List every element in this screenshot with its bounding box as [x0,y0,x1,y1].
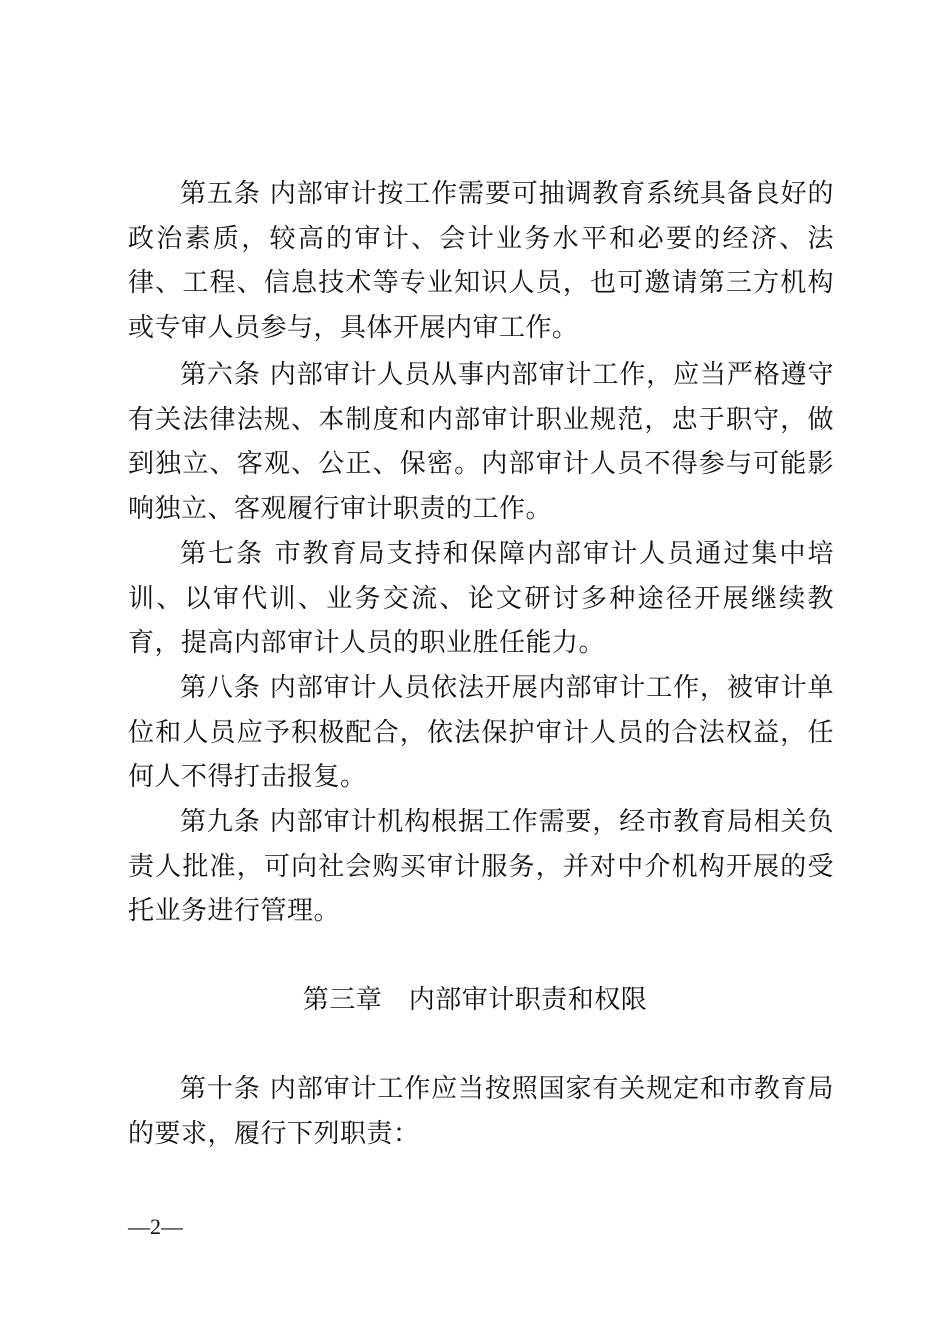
article-7: 第七条 市教育局支持和保障内部审计人员通过集中培训、以审代训、业务交流、论文研讨多种途径开展继续教育，提高内部审计人员的职业胜任能力。 [128,539,834,658]
article-5: 第五条 内部审计按工作需要可抽调教育系统具备良好的政治素质，较高的审计、会计业务水平和必要的经济、法律、工程、信息技术等专业知识人员，也可邀请第三方机构或专审人员参与，具体开展内审工作。 [128,179,834,343]
article-8: 第八条 内部审计人员依法开展内部审计工作，被审计单位和人员应予积极配合，依法保护审计人员的合法权益，任何人不得打击报复。 [128,673,834,792]
page-number: —2— [128,1214,183,1239]
article-10: 第十条 内部审计工作应当按照国家有关规定和市教育局的要求，履行下列职责： [128,1074,834,1149]
article-9: 第九条 内部审计机构根据工作需要，经市教育局相关负责人批准，可向社会购买审计服务，并对中介机构开展的受托业务进行管理。 [128,807,834,926]
chapter-heading: 第三章 内部审计职责和权限 [302,985,648,1015]
article-6: 第六条 内部审计人员从事内部审计工作，应当严格遵守有关法律法规、本制度和内部审计职业规范，忠于职守，做到独立、客观、公正、保密。内部审计人员不得参与可能影响独立、客观履行审计职责的工作。 [128,360,834,524]
